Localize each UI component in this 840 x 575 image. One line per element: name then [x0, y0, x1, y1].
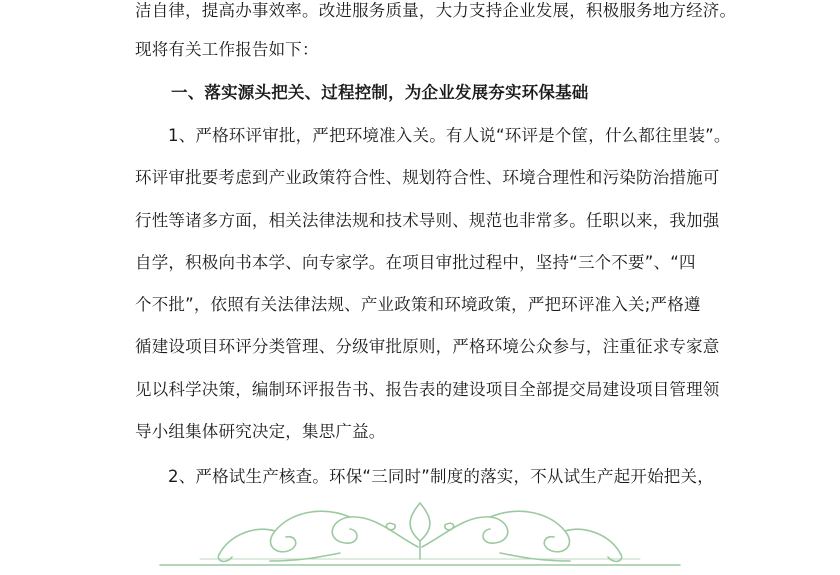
- ornament-scroll-left-4: [270, 553, 340, 561]
- paragraph-line: 2、严格试生产核查。环保“三同时”制度的落实，不从试生产起开始把关，: [168, 467, 714, 486]
- ornament-scroll-right-3: [565, 529, 622, 561]
- ornament-scroll-right-1: [422, 517, 508, 547]
- section-heading: 一、落实源头把关、过程控制，为企业发展夯实环保基础: [171, 83, 589, 102]
- paragraph-line: 导小组集体研究决定，集思广益。: [135, 422, 386, 441]
- paragraph-line-intro: 现将有关工作报告如下：: [135, 40, 319, 59]
- ornament-scroll-right-2: [490, 511, 570, 552]
- ornament-scroll-right-4: [500, 553, 570, 561]
- ornament-scroll-left-1: [332, 517, 418, 547]
- paragraph-line: 循建设项目环评分类管理、分级审批原则，严格环境公众参与，注重征求专家意: [135, 337, 720, 356]
- floral-scroll-ornament-icon: [0, 495, 840, 575]
- ornament-leaf-right: [445, 523, 454, 529]
- ornament-leaf-left: [386, 523, 395, 529]
- paragraph-line: 自学，积极向书本学、向专家学。在项目审批过程中，坚持“三个不要”、“四: [135, 253, 696, 272]
- paragraph-line: 个不批”，依照有关法律法规、产业政策和环境政策，严把环评准入关;严格遵: [135, 295, 701, 314]
- paragraph-line: 行性等诸多方面，相关法律法规和技术导则、规范也非常多。任职以来，我加强: [135, 211, 720, 230]
- paragraph-line: 环评审批要考虑到产业政策符合性、规划符合性、环境合理性和污染防治措施可: [135, 168, 720, 187]
- ornament-crest: [410, 503, 430, 541]
- paragraph-line: 1、严格环评审批，严把环境准入关。有人说“环评是个筐，什么都往里装”。: [168, 126, 731, 145]
- paragraph-line-continuation: 洁自律，提高办事效率。改进服务质量，大力支持企业发展，积极服务地方经济。: [135, 1, 737, 20]
- ornament-scroll-left-3: [218, 529, 275, 561]
- paragraph-line: 见以科学决策，编制环评报告书、报告表的建设项目全部提交局建设项目管理领: [135, 380, 720, 399]
- ornament-scroll-left-2: [270, 511, 350, 552]
